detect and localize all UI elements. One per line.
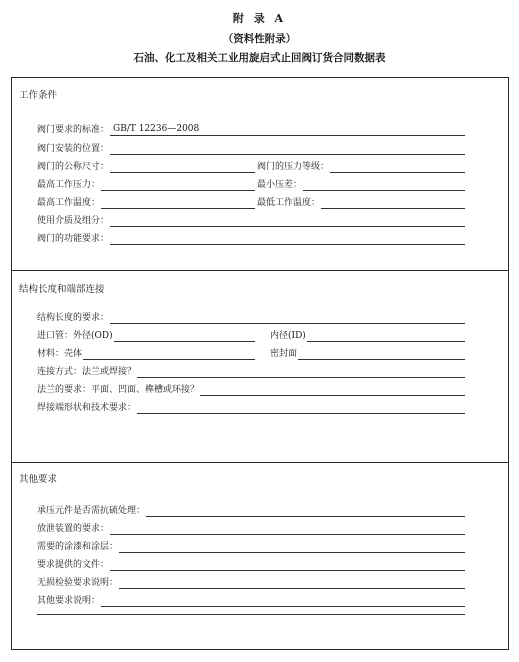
inlet-id-field[interactable]	[307, 330, 465, 342]
flange-field[interactable]	[200, 384, 465, 396]
ndt-field[interactable]	[119, 577, 465, 589]
row-max-pressure	[37, 177, 255, 191]
section-divider	[12, 270, 508, 271]
row-weld	[37, 400, 465, 414]
seal-label: 密封面	[270, 349, 298, 359]
row-other	[37, 593, 465, 607]
material-label: 材料：壳体	[37, 349, 83, 359]
location-label: 阀门安装的位置：	[37, 144, 110, 154]
length-field[interactable]	[110, 312, 465, 324]
max-temp-label: 最高工作温度：	[37, 198, 101, 208]
row-inlet-od	[37, 328, 255, 342]
row-standard	[37, 122, 465, 136]
nominal-size-label: 阀门的公称尺寸：	[37, 162, 110, 172]
connection-field[interactable]	[137, 366, 465, 378]
drain-label: 放泄装置的要求：	[37, 524, 110, 534]
medium-field[interactable]	[110, 215, 465, 227]
sulfur-label: 承压元件是否需抗硫处理：	[37, 506, 146, 516]
material-field[interactable]	[83, 348, 255, 360]
row-location	[37, 141, 465, 155]
row-connection	[37, 364, 465, 378]
other-label: 其他要求说明：	[37, 596, 101, 606]
data-sheet-frame	[11, 77, 509, 650]
paint-field[interactable]	[119, 541, 465, 553]
row-inlet-id	[270, 328, 465, 342]
row-material	[37, 346, 255, 360]
row-docs	[37, 557, 465, 571]
nominal-size-field[interactable]	[110, 161, 255, 173]
row-length	[37, 310, 465, 324]
row-min-temp	[257, 195, 465, 209]
function-label: 阀门的功能要求：	[37, 234, 110, 244]
connection-label: 连接方式：法兰或焊接？	[37, 367, 137, 377]
row-medium	[37, 213, 465, 227]
ndt-label: 无损检验要求说明：	[37, 578, 119, 588]
row-flange	[37, 382, 465, 396]
appendix-note: （资料性附录）	[222, 33, 297, 45]
inlet-od-label: 进口管：外径(OD)	[37, 331, 113, 341]
max-temp-field[interactable]	[101, 197, 255, 209]
section-title-working-conditions: 工作条件	[19, 90, 58, 101]
appendix-heading: 附 录 A	[232, 12, 287, 25]
section-divider	[12, 462, 508, 463]
row-seal	[270, 346, 465, 360]
row-min-pressure-diff	[257, 177, 465, 191]
docs-label: 要求提供的文件：	[37, 560, 110, 570]
standard-field[interactable]: GB/T 12236—2008	[110, 124, 465, 136]
medium-label: 使用介质及组分：	[37, 216, 110, 226]
length-label: 结构长度的要求：	[37, 313, 110, 323]
extra-blank-line[interactable]	[37, 614, 465, 615]
row-ndt	[37, 575, 465, 589]
weld-field[interactable]	[137, 402, 465, 414]
row-drain	[37, 521, 465, 535]
docs-field[interactable]	[110, 559, 465, 571]
min-temp-field[interactable]	[321, 197, 465, 209]
min-pressure-diff-field[interactable]	[303, 179, 465, 191]
row-sulfur	[37, 503, 465, 517]
other-field[interactable]	[101, 595, 465, 607]
drain-field[interactable]	[110, 523, 465, 535]
form-title: 石油、化工及相关工业用旋启式止回阀订货合同数据表	[133, 52, 386, 64]
flange-label: 法兰的要求：平面、凹面、榫槽或环接？	[37, 385, 200, 395]
sulfur-field[interactable]	[146, 505, 465, 517]
min-pressure-diff-label: 最小压差：	[257, 180, 303, 190]
weld-label: 焊接端形状和技术要求：	[37, 403, 137, 413]
row-pressure-class	[257, 159, 465, 173]
location-field[interactable]	[110, 143, 465, 155]
function-field[interactable]	[110, 233, 465, 245]
inlet-id-label: 内径(ID)	[270, 331, 306, 341]
pressure-class-field[interactable]	[330, 161, 465, 173]
max-pressure-label: 最高工作压力：	[37, 180, 101, 190]
min-temp-label: 最低工作温度：	[257, 198, 321, 208]
inlet-od-field[interactable]	[114, 330, 255, 342]
standard-label: 阀门要求的标准：	[37, 125, 110, 135]
seal-field[interactable]	[298, 348, 465, 360]
max-pressure-field[interactable]	[101, 179, 255, 191]
row-function	[37, 231, 465, 245]
row-max-temp	[37, 195, 255, 209]
section-title-structure: 结构长度和端部连接	[19, 284, 105, 295]
row-paint	[37, 539, 465, 553]
pressure-class-label: 阀门的压力等级：	[257, 162, 330, 172]
row-nominal-size	[37, 159, 255, 173]
paint-label: 需要的涂漆和涂层：	[37, 542, 119, 552]
section-title-other: 其他要求	[19, 474, 58, 485]
